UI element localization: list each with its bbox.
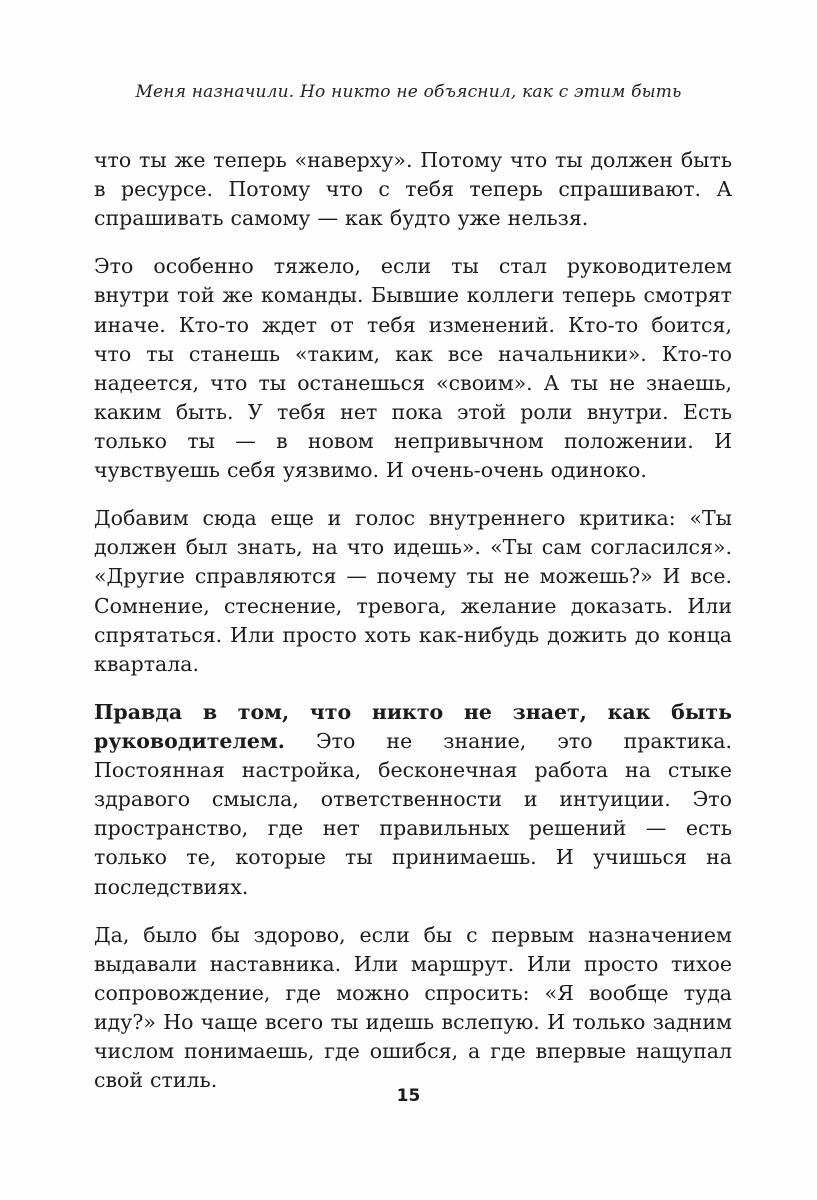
paragraph: Это особенно тяжело, если ты стал руководителем внутри той же команды. Бывшие коллеги теперь смотрят иначе. Кто-то ждет от тебя изменений. Кто-то боится, что ты станешь «таким, как все начальники». Кто-то надеется, что ты останешься «своим». А ты не знаешь, каким быть. У тебя нет пока этой роли внутри. Есть только ты — в новом непривычном положении. И чувствуешь себя уязвимо. И очень-очень одиноко. — [94, 254, 732, 483]
running-header: Меня назначили. Но никто не объяснил, как с этим быть — [135, 82, 682, 102]
paragraph: Да, было бы здорово, если бы с первым назначением выдавали наставника. Или маршрут. Или просто тихое сопровождение, где можно спросить: «Я вообще туда иду?» Но чаще всего ты идешь вслепую. И только задним числом понимаешь, где ошибся, а где впервые нащупал свой стиль. — [94, 922, 732, 1093]
paragraph-with-bold-lead — [94, 698, 732, 902]
page-number: 15 — [396, 1086, 421, 1106]
bold-lead-sentence: Правда в том, что никто не знает, как быть руководителем. — [94, 699, 732, 753]
paragraph: Добавим сюда еще и голос внутреннего критика: «Ты должен был знать, на что идешь». «Ты сам согласился». «Другие справляются — почему ты не можешь?» И все. Сомнение, стеснение, тревога, желание доказать. Или спрятаться. Или просто хоть как-нибудь дожить до конца квартала. — [94, 506, 732, 676]
paragraph-continuation: Это не знание, это практика. Постоянная настройка, бесконечная работа на стыке здравого смысла, ответственности и интуиции. Это пространство, где нет правильных решений — есть только те, которые ты принимаешь. И учишься на последствиях. — [94, 728, 732, 899]
body-text — [94, 146, 732, 1114]
paragraph: что ты же теперь «наверху». Потому что ты должен быть в ресурсе. Потому что с тебя теперь спрашивают. А спрашивать самому — как будто уже нельзя. — [94, 148, 732, 231]
